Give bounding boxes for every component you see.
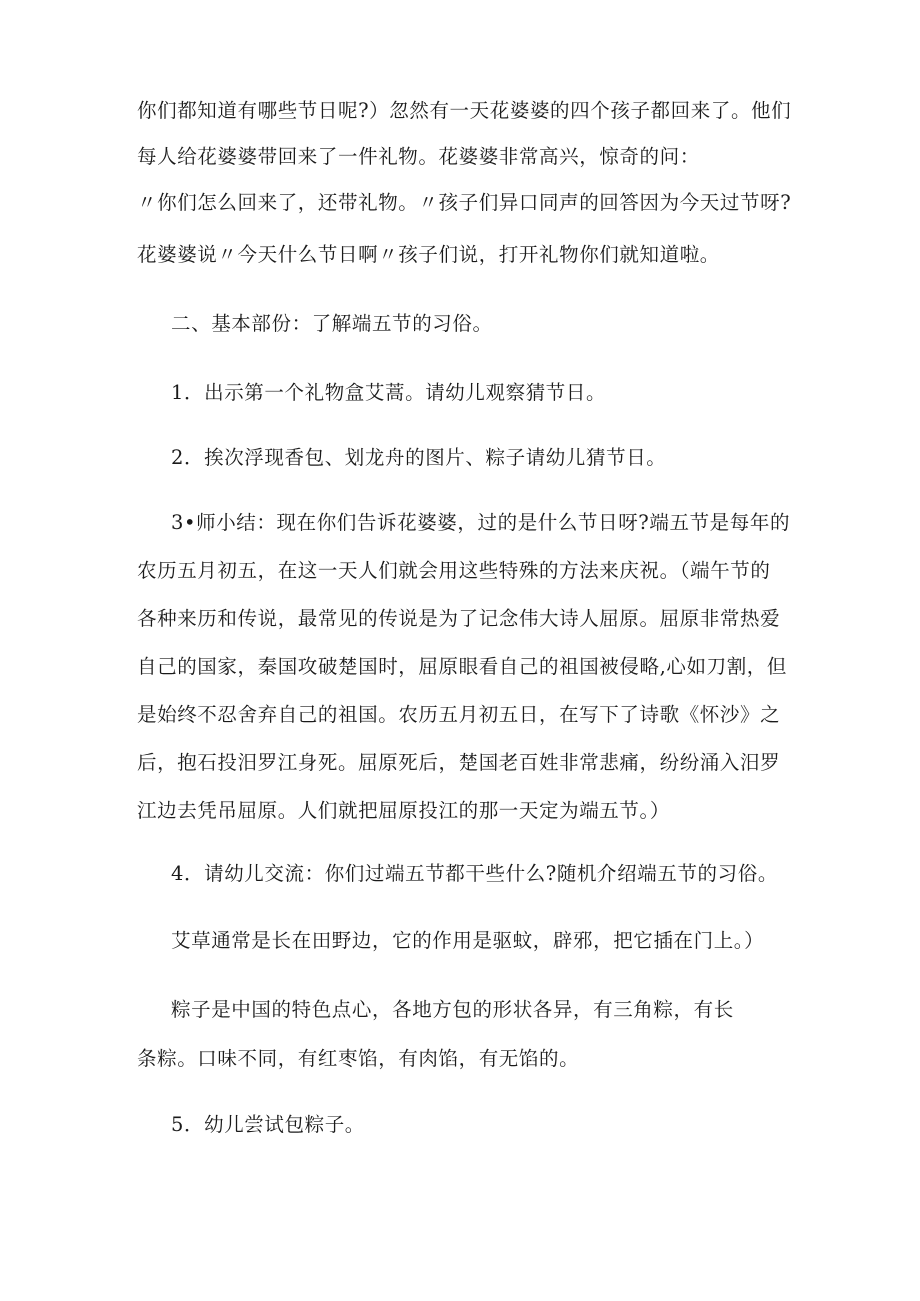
text-line: 自己的国家，秦国攻破楚国时，屈原眼看自己的祖国被侵略,心如刀割，但 — [137, 655, 787, 678]
list-item: 3•师小结：现在你们告诉花婆婆，过的是什么节日呀?端五节是每年的 — [171, 511, 791, 534]
list-item: 2．挨次浮现香包、划龙舟的图片、粽子请幼儿猜节日。 — [171, 446, 667, 469]
text-line: 条粽。口味不同，有红枣馅，有肉馅，有无馅的。 — [137, 1047, 580, 1070]
text-line: 粽子是中国的特色点心，各地方包的形状各异，有三角粽，有长 — [171, 998, 734, 1021]
list-item: 1．出示第一个礼物盒艾蒿。请幼儿观察猜节日。 — [171, 381, 607, 404]
list-item: 4．请幼儿交流：你们过端五节都干些什么?随机介绍端五节的习俗。 — [171, 862, 778, 885]
section-heading: 二、基本部份：了解端五节的习俗。 — [171, 312, 493, 335]
text-line: 你们都知道有哪些节日呢?）忽然有一天花婆婆的四个孩子都回来了。他们 — [137, 99, 792, 122]
text-line: 是始终不忍舍弃自己的祖国。农历五月初五日，在写下了诗歌《怀沙》之 — [137, 703, 781, 726]
text-line: 艾草通常是长在田野边，它的作用是驱蚊，辟邪，把它插在门上。） — [171, 929, 765, 952]
text-line: 后，抱石投汨罗江身死。屈原死后，楚国老百姓非常悲痛，纷纷涌入汨罗 — [137, 751, 781, 774]
text-line: 江边去凭吊屈原。人们就把屈原投江的那一天定为端五节。） — [137, 799, 670, 822]
text-line: 〃你们怎么回来了，还带礼物。〃孩子们异口同声的回答因为今天过节呀? — [137, 191, 792, 214]
text-line: 农历五月初五，在这一天人们就会用这些特殊的方法来庆祝。（端午节的 — [137, 559, 771, 582]
text-line: 各种来历和传说，最常见的传说是为了记念伟大诗人屈原。屈原非常热爱 — [137, 607, 781, 630]
text-line: 花婆婆说〃今天什么节日啊〃孩子们说，打开礼物你们就知道啦。 — [137, 243, 720, 266]
text-line: 每人给花婆婆带回来了一件礼物。花婆婆非常高兴，惊奇的问： — [137, 145, 700, 168]
list-item: 5．幼儿尝试包粽子。 — [171, 1113, 365, 1136]
